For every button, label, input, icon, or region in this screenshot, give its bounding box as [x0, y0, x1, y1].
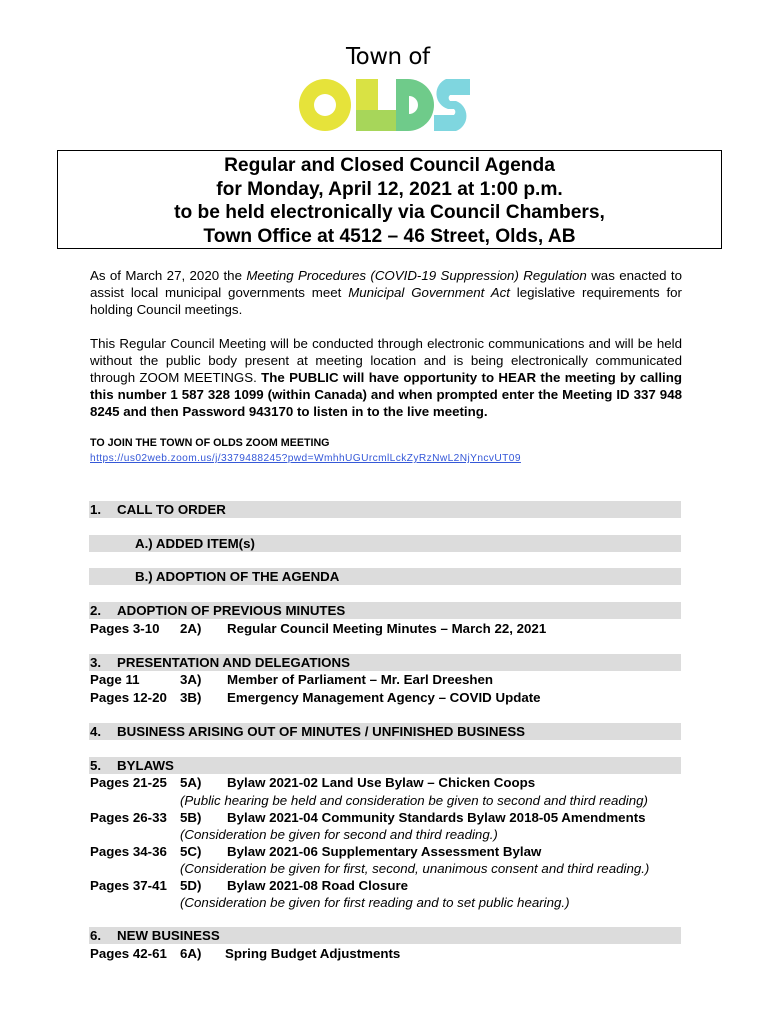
item-5b-id: 5B): [180, 810, 202, 825]
section-1-title: CALL TO ORDER: [117, 502, 226, 517]
item-5b-pages: Pages 26-33: [90, 810, 167, 825]
item-3b-pages: Pages 12-20: [90, 690, 167, 705]
section-bar-5: [89, 757, 681, 774]
item-6a-pages: Pages 42-61: [90, 946, 167, 961]
item-3a-id: 3A): [180, 672, 202, 687]
section-5-title: BYLAWS: [117, 758, 174, 773]
item-5d-text: Bylaw 2021-08 Road Closure: [227, 878, 409, 893]
item-5a-text: Bylaw 2021-02 Land Use Bylaw – Chicken Coops: [227, 775, 536, 790]
section-4-number: 4.: [90, 724, 102, 739]
item-5d-note: (Consideration be given for first reading and to set public hearing.): [180, 895, 570, 910]
item-5a-note: (Public hearing be held and consideration be given to second and third reading): [180, 793, 648, 808]
title-line-4: Town Office at 4512 – 46 Street, Olds, AB: [203, 225, 576, 247]
item-5c-id: 5C): [180, 844, 202, 859]
section-6-title: NEW BUSINESS: [117, 928, 220, 943]
zoom-heading: TO JOIN THE TOWN OF OLDS ZOOM MEETING: [90, 437, 330, 449]
item-5a-pages: Pages 21-25: [90, 775, 167, 790]
section-2-number: 2.: [90, 603, 102, 618]
item-3a-text: Member of Parliament – Mr. Earl Dreeshen: [227, 672, 494, 687]
intro-paragraph-1: As of March 27, 2020 the Meeting Procedures (COVID-19 Suppression) Regulation was enacted to assist local municipal governments meet Municipal Government Act legislative requirements for holding Council meetings.: [90, 268, 683, 317]
item-5d-id: 5D): [180, 878, 202, 893]
logo-town-of: Town of: [346, 44, 430, 70]
intro-paragraph-2: This Regular Council Meeting will be conducted through electronic communications and will be held without the public body present at meeting location and is being electronically communicated through ZOOM MEETINGS. The PUBLIC will have opportunity to HEAR the meeting by calling this number 1 587 328 1099 (within Canada) and when prompted enter the Meeting ID 337 948 8245 and then Password 943170 to listen in to the live meeting.: [90, 336, 682, 419]
logo-letter-s: [434, 79, 470, 131]
item-5b-text: Bylaw 2021-04 Community Standards Bylaw 2018-05 Amendments: [227, 810, 646, 825]
section-5-number: 5.: [90, 758, 102, 773]
item-2a-text: Regular Council Meeting Minutes – March 22, 2021: [227, 621, 547, 636]
item-2a-id: 2A): [180, 621, 202, 636]
section-2-title: ADOPTION OF PREVIOUS MINUTES: [117, 603, 346, 618]
olds-logo: [296, 76, 476, 136]
item-5d-pages: Pages 37-41: [90, 878, 167, 893]
item-5a-id: 5A): [180, 775, 202, 790]
title-line-1: Regular and Closed Council Agenda: [224, 155, 555, 176]
section-6-number: 6.: [90, 928, 102, 943]
section-1b-title: B.) ADOPTION OF THE AGENDA: [135, 569, 340, 584]
section-1-number: 1.: [90, 502, 102, 517]
agenda-title-box: [57, 150, 722, 249]
item-5b-note: (Consideration be given for second and third reading.): [180, 827, 498, 842]
section-4-title: BUSINESS ARISING OUT OF MINUTES / UNFINISHED BUSINESS: [117, 724, 526, 739]
item-3a-pages: Page 11: [90, 672, 140, 687]
item-5c-note: (Consideration be given for first, second, unanimous consent and third reading.): [180, 861, 650, 876]
section-3-title: PRESENTATION AND DELEGATIONS: [117, 655, 350, 670]
item-3b-text: Emergency Management Agency – COVID Update: [227, 690, 541, 705]
title-line-2: for Monday, April 12, 2021 at 1:00 p.m.: [216, 178, 563, 200]
item-6a-text: Spring Budget Adjustments: [225, 946, 401, 961]
item-3b-id: 3B): [180, 690, 202, 705]
item-2a-pages: Pages 3-10: [90, 621, 160, 636]
section-3-number: 3.: [90, 655, 102, 670]
item-5c-pages: Pages 34-36: [90, 844, 167, 859]
title-line-3: to be held electronically via Council Chambers,: [174, 202, 605, 223]
item-6a-id: 6A): [180, 946, 202, 961]
section-1a-title: A.) ADDED ITEM(s): [135, 536, 255, 551]
zoom-link[interactable]: https://us02web.zoom.us/j/3379488245?pwd=WmhhUGUrcmlLckZyRzNwL2NjYncvUT09: [90, 453, 521, 464]
item-5c-text: Bylaw 2021-06 Supplementary Assessment Bylaw: [227, 844, 542, 859]
